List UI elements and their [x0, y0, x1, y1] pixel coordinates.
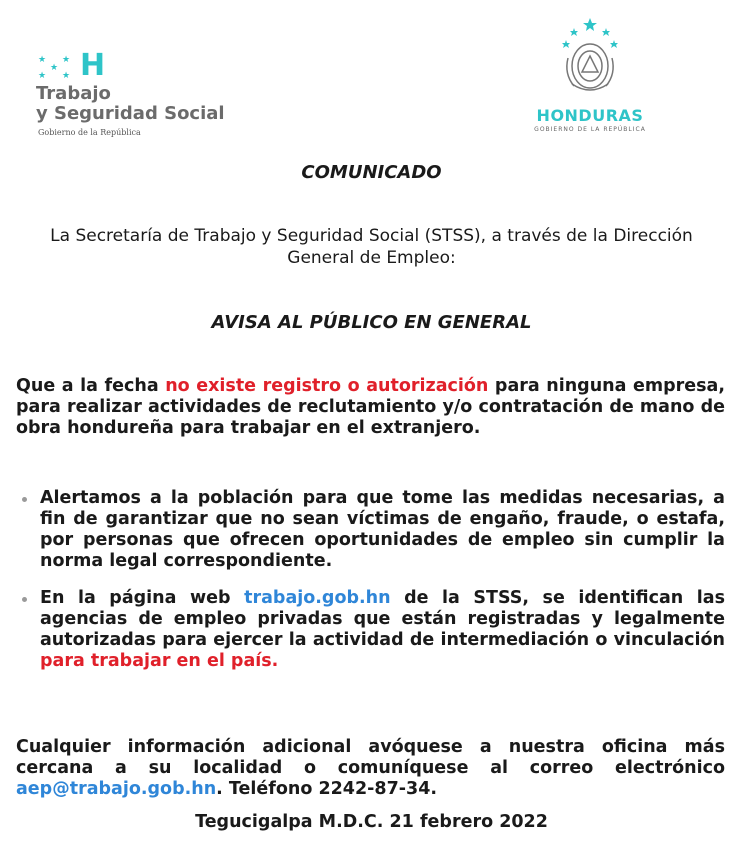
bullet-text: Alertamos a la población para que tome las medidas necesarias, a fin de garantizar que no sean víctimas de engaño, fraude, o estafa, por personas que ofrecen oportunidades de empleo sin cumplir la norma legal correspondiente.: [40, 488, 725, 571]
coat-of-arms-icon: [558, 18, 622, 98]
list-item: [20, 588, 725, 672]
closing-paragraph: [16, 737, 725, 800]
bullet-icon: [22, 597, 27, 602]
closing-text: Cualquier información adicional avóquese a nuestra oficina más cercana a su localidad o comuníquese al correo electrónico: [16, 737, 725, 778]
intro-text: La Secretaría de Trabajo y Seguridad Social (STSS), a través de la Dirección General de Empleo:: [50, 226, 693, 268]
bullet-list: [20, 488, 725, 688]
document-subtitle: AVISA AL PÚBLICO EN GENERAL: [211, 312, 532, 333]
bullet-text-middle: de la STSS, se identifican las agencias de empleo privadas que están registradas y legalmente autorizadas para ejercer la actividad de intermediación o vinculación: [40, 588, 725, 650]
ministry-name: Trabajo y Seguridad Social: [36, 83, 225, 124]
paragraph-text: Que a la fecha: [16, 376, 166, 396]
paragraph-text-end: para ninguna empresa, para realizar actividades de reclutamiento y/o contratación de mano de obra hondureña para trabajar en el extranjero.: [16, 376, 725, 438]
bullet-text: En la página web: [40, 588, 245, 608]
place-date: Tegucigalpa M.D.C. 21 febrero 2022: [195, 812, 548, 832]
stars-icon: ★ ★ ★ ★ ★: [38, 55, 71, 81]
document-title: COMUNICADO: [301, 162, 442, 183]
country-name: HONDURAS: [536, 106, 644, 125]
list-item: [20, 488, 725, 572]
email-link[interactable]: aep@trabajo.gob.hn: [16, 779, 217, 799]
stss-logo: [36, 50, 256, 150]
logo-mark: H: [80, 48, 106, 83]
bullet-highlight: para trabajar en el país.: [40, 651, 279, 671]
country-subtitle: GOBIERNO DE LA REPÚBLICA: [534, 126, 646, 133]
main-paragraph: [16, 376, 725, 439]
paragraph-highlight: no existe registro o autorización: [165, 376, 489, 396]
ministry-subtitle: Gobierno de la República: [38, 128, 141, 137]
closing-text-end: . Teléfono 2242-87-34.: [216, 779, 438, 799]
honduras-logo: [520, 18, 660, 143]
website-link[interactable]: trabajo.gob.hn: [244, 588, 391, 608]
bullet-icon: [22, 497, 27, 502]
